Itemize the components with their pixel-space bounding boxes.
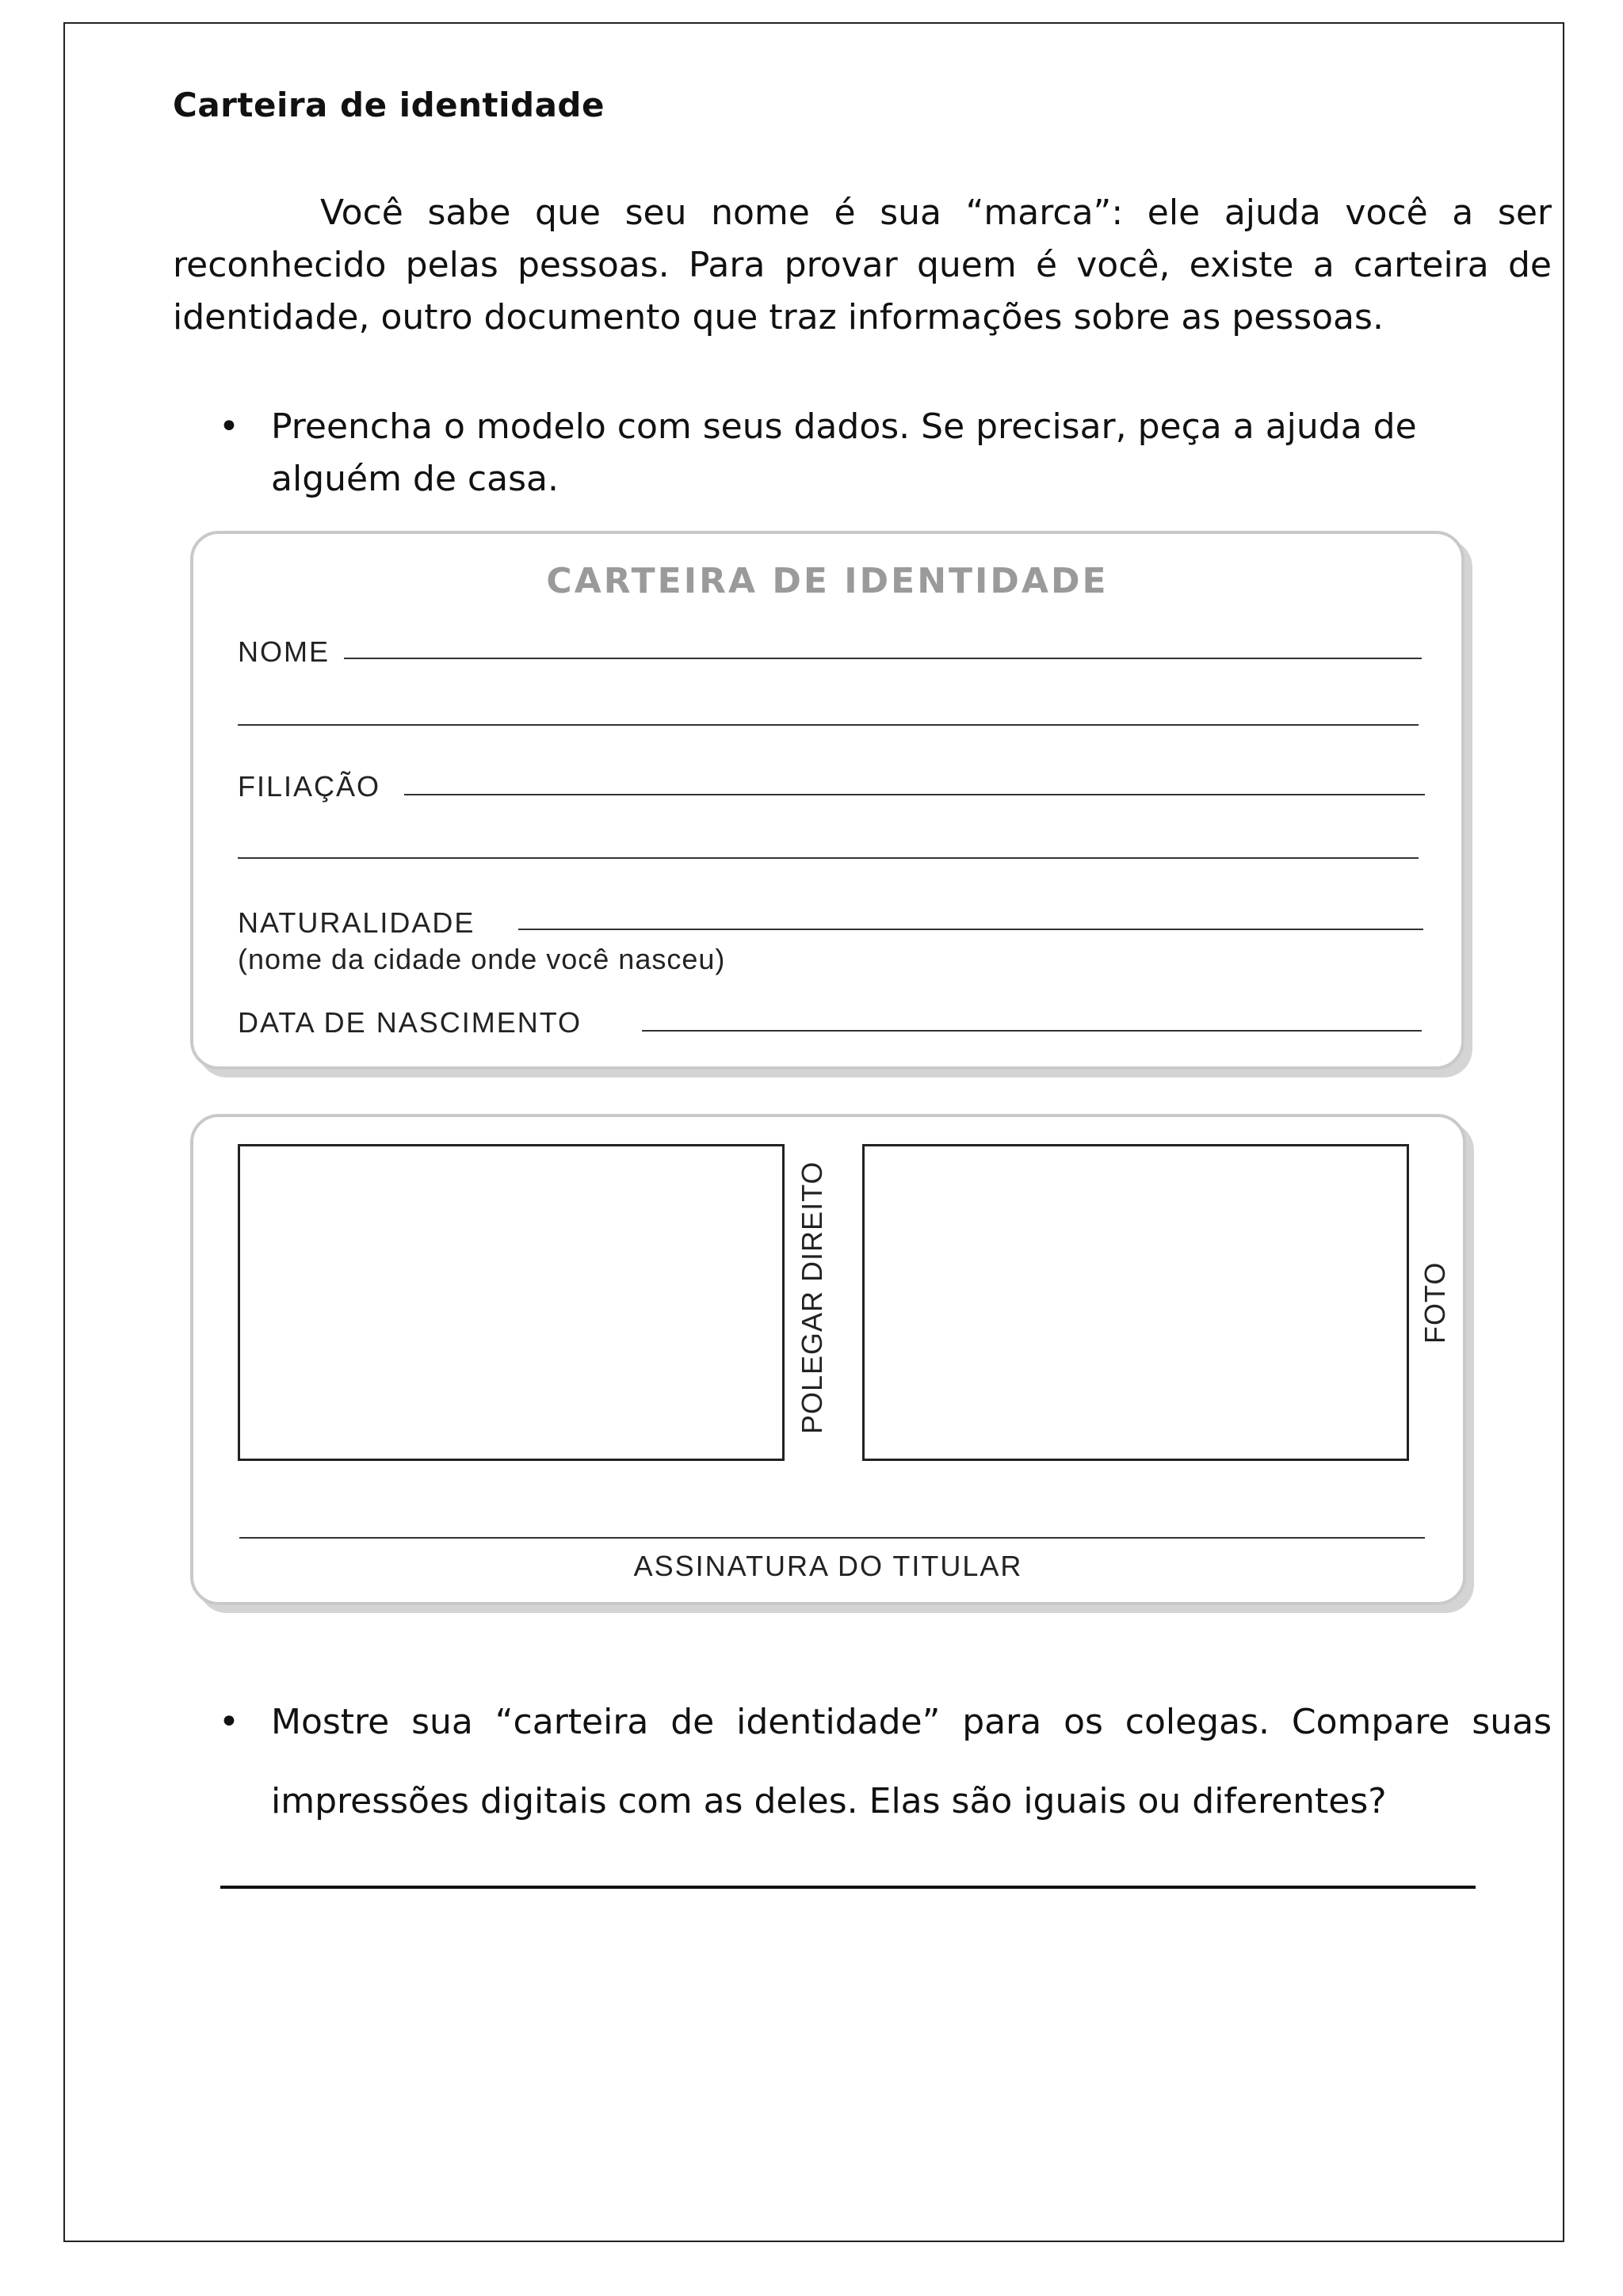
signature-line[interactable] (239, 1537, 1425, 1539)
page-title: Carteira de identidade (173, 86, 605, 124)
filiacao-line-2[interactable] (238, 857, 1419, 859)
instruction-text: Mostre sua “carteira de identidade” para os colegas. Compare suas impressões digitais com as deles. Elas são iguais ou diferentes? (271, 1702, 1552, 1821)
answer-line[interactable] (220, 1886, 1476, 1889)
filiacao-label: FILIAÇÃO (238, 770, 381, 803)
photo-box[interactable] (862, 1144, 1409, 1461)
bullet-icon: • (219, 1702, 239, 1742)
photo-label: FOTO (1419, 1261, 1451, 1344)
filiacao-line-1[interactable] (404, 794, 1425, 795)
id-card-title: CARTEIRA DE IDENTIDADE (546, 561, 1109, 601)
naturalidade-note: (nome da cidade onde você nasceu) (238, 943, 726, 975)
id-card-back (190, 1114, 1466, 1605)
signature-label: ASSINATURA DO TITULAR (633, 1550, 1023, 1582)
bullet-icon: • (219, 406, 239, 447)
thumbprint-label: POLEGAR DIREITO (796, 1161, 828, 1434)
data-nascimento-line[interactable] (642, 1030, 1422, 1032)
instruction-compare (219, 1683, 1552, 1841)
instruction-fill-form (219, 401, 1550, 505)
id-card-front (190, 531, 1465, 1070)
data-nascimento-label: DATA DE NASCIMENTO (238, 1006, 582, 1039)
thumbprint-box[interactable] (238, 1144, 785, 1461)
naturalidade-line[interactable] (518, 929, 1423, 930)
instruction-text: Preencha o modelo com seus dados. Se precisar, peça a ajuda de alguém de casa. (271, 406, 1417, 499)
intro-paragraph: Você sabe que seu nome é sua “marca”: ele ajuda você a ser reconhecido pelas pessoas. Para provar quem é você, existe a carteira de identidade, outro documento que traz informações sobre as pessoas. (173, 193, 1552, 338)
naturalidade-label: NATURALIDADE (238, 906, 475, 939)
nome-label: NOME (238, 635, 330, 668)
nome-line-1[interactable] (344, 658, 1422, 659)
nome-line-2[interactable] (238, 724, 1419, 726)
